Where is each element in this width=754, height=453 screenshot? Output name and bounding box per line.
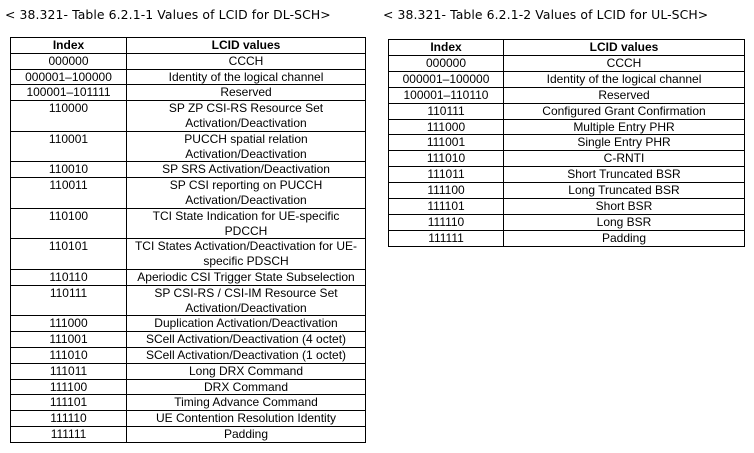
table-row xyxy=(11,411,366,427)
index-cell: 100001–101111 xyxy=(11,85,127,101)
dl-sch-lcid-table xyxy=(10,37,366,443)
index-cell: 111011 xyxy=(11,363,127,379)
table-row xyxy=(11,363,366,379)
index-cell: 110010 xyxy=(11,162,127,178)
table-row xyxy=(389,199,745,215)
table-row xyxy=(11,426,366,442)
index-cell: 111110 xyxy=(11,411,127,427)
lcid-value-cell: Identity of the logical channel xyxy=(504,71,745,87)
lcid-value-cell: UE Contention Resolution Identity xyxy=(127,411,366,427)
lcid-value-cell: Configured Grant Confirmation xyxy=(504,103,745,119)
table-row xyxy=(11,395,366,411)
lcid-value-cell: Timing Advance Command xyxy=(127,395,366,411)
lcid-values-column-header: LCID values xyxy=(504,40,745,56)
table-row xyxy=(11,379,366,395)
lcid-value-cell: Padding xyxy=(127,426,366,442)
index-cell: 110111 xyxy=(389,103,504,119)
lcid-value-cell: SCell Activation/Deactivation (1 octet) xyxy=(127,347,366,363)
ul-sch-table-caption: < 38.321- Table 6.2.1-2 Values of LCID for UL-SCH> xyxy=(383,7,709,22)
index-cell: 111010 xyxy=(389,151,504,167)
lcid-value-cell: Reserved xyxy=(127,85,366,101)
lcid-value-cell: TCI States Activation/Deactivation for UE- specific PDSCH xyxy=(127,239,366,270)
table-row xyxy=(389,167,745,183)
lcid-value-cell: SP CSI-RS / CSI-IM Resource Set Activation/Deactivation xyxy=(127,285,366,316)
table-row xyxy=(389,119,745,135)
index-cell: 111000 xyxy=(11,316,127,332)
index-cell: 110111 xyxy=(11,285,127,316)
index-column-header: Index xyxy=(389,40,504,56)
table-row xyxy=(389,103,745,119)
lcid-value-cell: Long BSR xyxy=(504,214,745,230)
index-cell: 111001 xyxy=(389,135,504,151)
table-row xyxy=(389,214,745,230)
ul-sch-lcid-table xyxy=(388,39,745,247)
index-cell: 110110 xyxy=(11,269,127,285)
table-row xyxy=(11,178,366,209)
lcid-value-cell: SP SRS Activation/Deactivation xyxy=(127,162,366,178)
lcid-value-cell: Short Truncated BSR xyxy=(504,167,745,183)
table-row xyxy=(389,71,745,87)
table-row xyxy=(11,101,366,132)
lcid-value-cell: Reserved xyxy=(504,87,745,103)
lcid-value-cell: Identity of the logical channel xyxy=(127,69,366,85)
dl-sch-table-caption: < 38.321- Table 6.2.1-1 Values of LCID for DL-SCH> xyxy=(5,7,331,22)
lcid-value-cell: Duplication Activation/Deactivation xyxy=(127,316,366,332)
index-cell: 111011 xyxy=(389,167,504,183)
table-row xyxy=(11,239,366,270)
index-cell: 110001 xyxy=(11,131,127,162)
lcid-value-cell: Short BSR xyxy=(504,199,745,215)
table-row xyxy=(389,183,745,199)
table-row xyxy=(11,162,366,178)
table-row xyxy=(389,135,745,151)
table-row xyxy=(11,347,366,363)
index-cell: 111100 xyxy=(389,183,504,199)
lcid-value-cell: C-RNTI xyxy=(504,151,745,167)
index-cell: 111101 xyxy=(11,395,127,411)
lcid-value-cell: SP CSI reporting on PUCCH Activation/Deactivation xyxy=(127,178,366,209)
lcid-value-cell: CCCH xyxy=(127,53,366,69)
table-row xyxy=(389,87,745,103)
table-row xyxy=(11,131,366,162)
ul-sch-table-body xyxy=(389,55,745,246)
table-header-row xyxy=(389,40,745,56)
lcid-value-cell: DRX Command xyxy=(127,379,366,395)
dl-sch-table-body xyxy=(11,53,366,442)
index-cell: 111100 xyxy=(11,379,127,395)
table-row xyxy=(11,269,366,285)
lcid-value-cell: SP ZP CSI-RS Resource Set Activation/Deactivation xyxy=(127,101,366,132)
index-cell: 000001–100000 xyxy=(389,71,504,87)
index-cell: 111111 xyxy=(11,426,127,442)
lcid-value-cell: Multiple Entry PHR xyxy=(504,119,745,135)
lcid-value-cell: Long DRX Command xyxy=(127,363,366,379)
lcid-value-cell: CCCH xyxy=(504,55,745,71)
table-row xyxy=(389,230,745,246)
table-row xyxy=(389,55,745,71)
index-cell: 111101 xyxy=(389,199,504,215)
index-cell: 111111 xyxy=(389,230,504,246)
index-cell: 111010 xyxy=(11,347,127,363)
index-cell: 110100 xyxy=(11,208,127,239)
index-cell: 000001–100000 xyxy=(11,69,127,85)
lcid-value-cell: TCI State Indication for UE-specific PDCCH xyxy=(127,208,366,239)
table-row xyxy=(11,85,366,101)
index-cell: 111000 xyxy=(389,119,504,135)
table-header-row xyxy=(11,38,366,54)
lcid-value-cell: Single Entry PHR xyxy=(504,135,745,151)
table-row xyxy=(11,285,366,316)
lcid-values-column-header: LCID values xyxy=(127,38,366,54)
index-cell: 000000 xyxy=(11,53,127,69)
index-cell: 111110 xyxy=(389,214,504,230)
index-cell: 111001 xyxy=(11,332,127,348)
lcid-value-cell: Long Truncated BSR xyxy=(504,183,745,199)
lcid-value-cell: Padding xyxy=(504,230,745,246)
lcid-value-cell: SCell Activation/Deactivation (4 octet) xyxy=(127,332,366,348)
lcid-value-cell: Aperiodic CSI Trigger State Subselection xyxy=(127,269,366,285)
index-cell: 100001–110110 xyxy=(389,87,504,103)
index-cell: 000000 xyxy=(389,55,504,71)
table-row xyxy=(11,332,366,348)
index-cell: 110011 xyxy=(11,178,127,209)
table-row xyxy=(11,208,366,239)
table-row xyxy=(11,53,366,69)
index-cell: 110000 xyxy=(11,101,127,132)
table-row xyxy=(11,69,366,85)
lcid-value-cell: PUCCH spatial relation Activation/Deactivation xyxy=(127,131,366,162)
index-column-header: Index xyxy=(11,38,127,54)
table-row xyxy=(11,316,366,332)
table-row xyxy=(389,151,745,167)
index-cell: 110101 xyxy=(11,239,127,270)
